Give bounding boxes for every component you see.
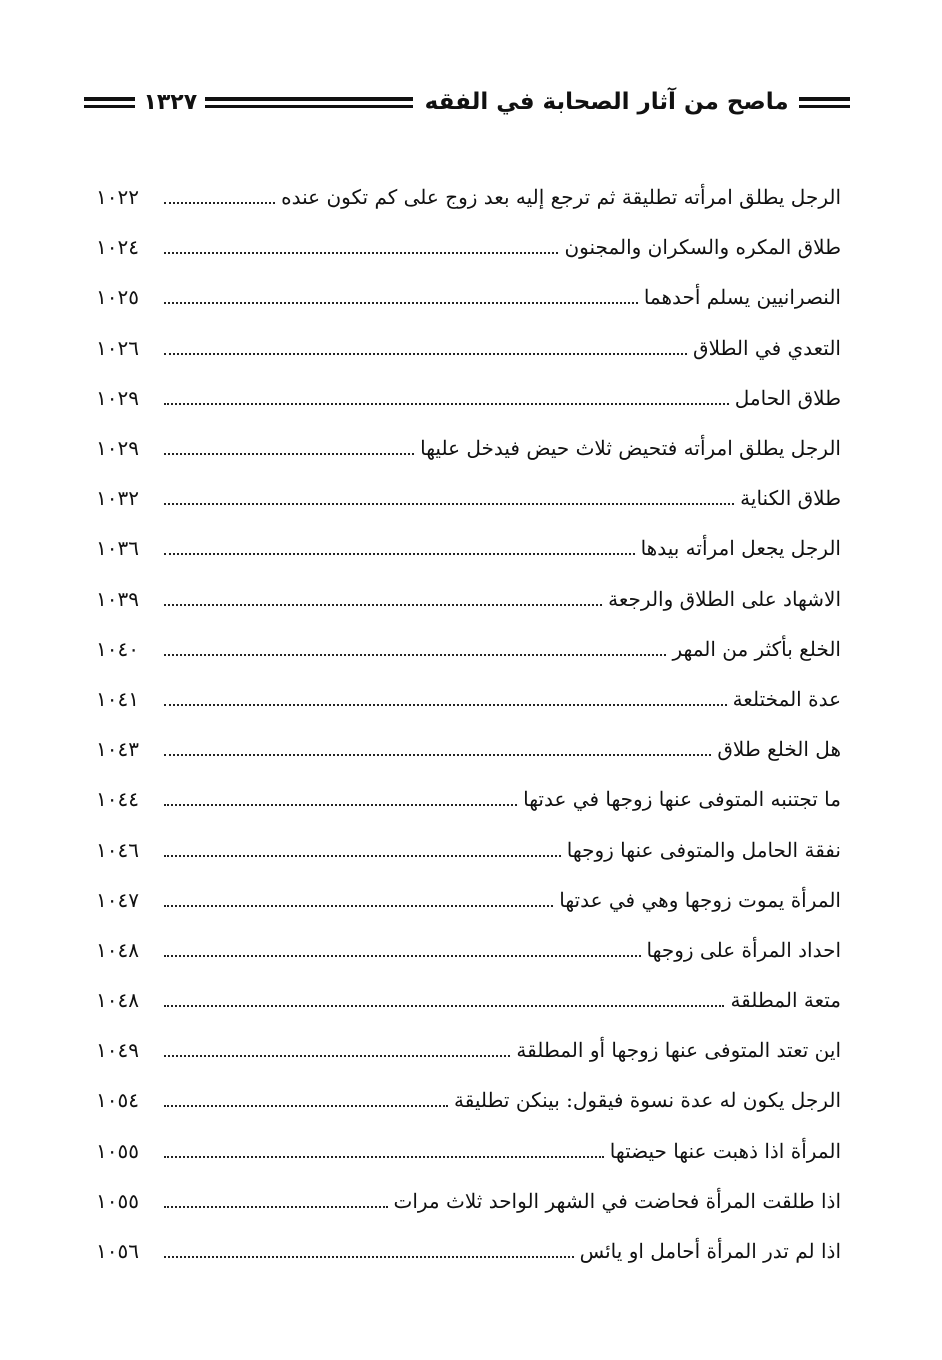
toc-entry-title: متعة المطلقة <box>730 988 841 1013</box>
table-of-contents <box>96 172 841 1276</box>
toc-entry <box>96 473 841 523</box>
toc-entry-title: طلاق الحامل <box>734 385 841 410</box>
toc-entry-title: طلاق المكره والسكران والمجنون <box>564 235 841 260</box>
toc-leader-dots <box>164 754 711 756</box>
toc-entry <box>96 222 841 272</box>
toc-entry <box>96 624 841 674</box>
toc-leader-dots <box>164 905 553 907</box>
header-title: ماصح من آثار الصحابة في الفقه <box>424 89 789 115</box>
toc-leader-dots <box>164 302 638 304</box>
toc-entry-page: ١٠٤٤ <box>96 787 139 812</box>
toc-entry-title: الرجل يجعل امرأته بيدها <box>640 536 841 561</box>
toc-entry-title: الرجل يطلق امرأته تطليقة ثم ترجع إليه بعد زوج على كم تكون عنده <box>281 185 841 210</box>
toc-entry-title: الاشهاد على الطلاق والرجعة <box>608 586 841 611</box>
toc-entry-title: المرأة اذا ذهبت عنها حيضتها <box>609 1138 841 1163</box>
toc-leader-dots <box>164 403 729 405</box>
toc-entry <box>96 975 841 1025</box>
toc-entry-page: ١٠٤٩ <box>96 1038 139 1063</box>
toc-entry <box>96 925 841 975</box>
toc-entry-title: طلاق الكناية <box>740 486 841 511</box>
toc-entry <box>96 1176 841 1226</box>
toc-leader-dots <box>164 453 414 455</box>
toc-entry <box>96 724 841 774</box>
toc-entry-page: ١٠٣٦ <box>96 536 139 561</box>
toc-entry-title: نفقة الحامل والمتوفى عنها زوجها <box>566 837 841 862</box>
toc-entry-title: المرأة يموت زوجها وهي في عدتها <box>559 887 841 912</box>
toc-entry <box>96 774 841 824</box>
toc-leader-dots <box>164 1256 574 1258</box>
toc-entry-page: ١٠٥٤ <box>96 1088 139 1113</box>
toc-entry-page: ١٠٤٨ <box>96 988 139 1013</box>
header-page-number: ١٣٢٧ <box>143 89 198 115</box>
toc-leader-dots <box>164 353 687 355</box>
toc-entry <box>96 523 841 573</box>
toc-entry-page: ١٠٤٠ <box>96 636 139 661</box>
toc-leader-dots <box>164 855 561 857</box>
toc-entry-title: اين تعتد المتوفى عنها زوجها أو المطلقة <box>516 1038 841 1063</box>
toc-entry <box>96 423 841 473</box>
toc-leader-dots <box>164 1206 388 1208</box>
toc-entry-page: ١٠٢٩ <box>96 385 139 410</box>
toc-entry-title: عدة المختلعة <box>732 686 841 711</box>
toc-leader-dots <box>164 1055 510 1057</box>
toc-entry-title: الرجل يطلق امرأته فتحيض ثلاث حيض فيدخل عليها <box>420 436 841 461</box>
toc-entry-title: احداد المرأة على زوجها <box>646 937 841 962</box>
toc-entry-title: التعدي في الطلاق <box>693 335 841 360</box>
toc-leader-dots <box>164 252 558 254</box>
toc-entry-title: اذا طلقت المرأة فحاضت في الشهر الواحد ثلاث مرات <box>393 1188 841 1213</box>
toc-entry-page: ١٠٤٨ <box>96 937 139 962</box>
toc-entry <box>96 674 841 724</box>
toc-entry-page: ١٠٥٥ <box>96 1188 139 1213</box>
toc-entry-page: ١٠٥٦ <box>96 1239 139 1264</box>
toc-entry-page: ١٠٢٩ <box>96 436 139 461</box>
page-header <box>84 82 850 122</box>
toc-entry-page: ١٠٥٥ <box>96 1138 139 1163</box>
toc-entry-page: ١٠٣٩ <box>96 586 139 611</box>
toc-entry-page: ١٠٣٢ <box>96 486 139 511</box>
toc-entry-title: ما تجتنبه المتوفى عنها زوجها في عدتها <box>523 787 841 812</box>
toc-entry-title: الرجل يكون له عدة نسوة فيقول: بينكن تطليقة <box>454 1088 841 1113</box>
toc-entry-title: الخلع بأكثر من المهر <box>672 636 841 661</box>
toc-entry <box>96 373 841 423</box>
toc-entry-page: ١٠٤٧ <box>96 887 139 912</box>
toc-entry <box>96 1075 841 1125</box>
toc-leader-dots <box>164 704 727 706</box>
toc-entry <box>96 1226 841 1276</box>
toc-entry-title: اذا لم تدر المرأة أحامل او يائس <box>579 1239 841 1264</box>
toc-entry-page: ١٠٢٤ <box>96 235 139 260</box>
toc-entry-title: النصرانيين يسلم أحدهما <box>643 285 841 310</box>
header-rule-middle <box>205 97 412 108</box>
header-rule-right <box>799 97 850 108</box>
toc-leader-dots <box>164 1156 604 1158</box>
toc-leader-dots <box>164 1105 448 1107</box>
toc-leader-dots <box>164 955 641 957</box>
toc-entry <box>96 1126 841 1176</box>
toc-leader-dots <box>164 1005 724 1007</box>
toc-leader-dots <box>164 202 275 204</box>
toc-entry-page: ١٠٢٥ <box>96 285 139 310</box>
toc-entry <box>96 172 841 222</box>
toc-entry <box>96 323 841 373</box>
toc-entry <box>96 824 841 874</box>
toc-entry <box>96 875 841 925</box>
toc-entry-page: ١٠٤٣ <box>96 737 139 762</box>
toc-leader-dots <box>164 553 635 555</box>
toc-entry <box>96 574 841 624</box>
toc-entry-page: ١٠٤٦ <box>96 837 139 862</box>
toc-leader-dots <box>164 604 602 606</box>
header-rule-left <box>84 97 135 108</box>
toc-leader-dots <box>164 804 517 806</box>
toc-entry-page: ١٠٢٢ <box>96 185 139 210</box>
toc-entry <box>96 1025 841 1075</box>
toc-leader-dots <box>164 654 666 656</box>
toc-entry-title: هل الخلع طلاق <box>717 737 841 762</box>
toc-leader-dots <box>164 503 734 505</box>
toc-entry <box>96 272 841 322</box>
toc-entry-page: ١٠٤١ <box>96 686 139 711</box>
toc-entry-page: ١٠٢٦ <box>96 335 139 360</box>
